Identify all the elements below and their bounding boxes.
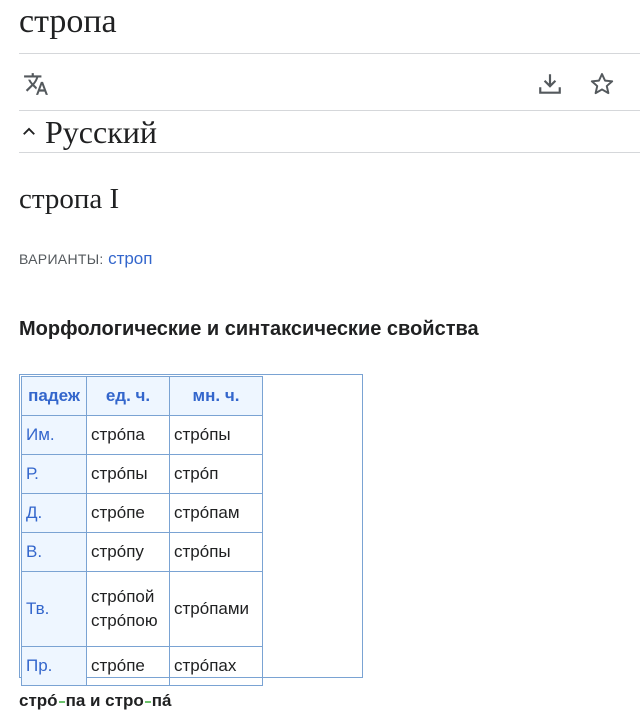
- table-row: [22, 455, 263, 494]
- singular-cell: стрóпы: [87, 455, 170, 494]
- table-row: [22, 416, 263, 455]
- syllable-division: [19, 691, 171, 711]
- divider: [19, 152, 640, 153]
- divider: [19, 53, 640, 54]
- plural-cell: стрóпам: [170, 494, 263, 533]
- column-header: падеж: [22, 377, 87, 416]
- page-title: стропа: [19, 3, 117, 40]
- table-header-row: [22, 377, 263, 416]
- case-cell[interactable]: Тв.: [22, 572, 87, 647]
- syllable-part: пá: [151, 691, 172, 710]
- syllable-part: стрó: [19, 691, 58, 710]
- singular-form-alt: стрóпою: [91, 611, 158, 630]
- column-header: мн. ч.: [170, 377, 263, 416]
- case-cell[interactable]: Р.: [22, 455, 87, 494]
- case-cell[interactable]: Им.: [22, 416, 87, 455]
- star-icon[interactable]: [588, 70, 616, 98]
- singular-cell: стрóпу: [87, 533, 170, 572]
- column-header: ед. ч.: [87, 377, 170, 416]
- hyphen-mark: [59, 701, 65, 703]
- plural-cell: стрóпы: [170, 533, 263, 572]
- plural-cell: стрóпах: [170, 647, 263, 686]
- variants-label: ВАРИАНТЫ:: [19, 251, 104, 267]
- table-row: [22, 647, 263, 686]
- syllable-part: па и стро: [65, 691, 144, 710]
- table-row: [22, 572, 263, 647]
- hyphen-mark: [145, 701, 151, 703]
- morph-heading: Морфологические и синтаксические свойства: [19, 318, 479, 340]
- divider: [19, 110, 640, 111]
- headword: стропа I: [19, 183, 120, 215]
- section-heading-russian[interactable]: [19, 112, 157, 152]
- section-heading-label: Русский: [45, 113, 157, 150]
- case-cell[interactable]: В.: [22, 533, 87, 572]
- singular-cell: стрóпа: [87, 416, 170, 455]
- case-cell[interactable]: Д.: [22, 494, 87, 533]
- variants: [19, 249, 152, 269]
- variants-link[interactable]: строп: [108, 249, 153, 268]
- case-cell[interactable]: Пр.: [22, 647, 87, 686]
- table-row: [22, 533, 263, 572]
- declension-table: [19, 374, 363, 678]
- singular-cell: [87, 572, 170, 647]
- table-row: [22, 494, 263, 533]
- plural-cell: стрóпами: [170, 572, 263, 647]
- plural-cell: стрóп: [170, 455, 263, 494]
- translate-icon[interactable]: [22, 70, 50, 98]
- download-icon[interactable]: [536, 70, 564, 98]
- chevron-up-icon[interactable]: [19, 122, 39, 142]
- singular-cell: стрóпе: [87, 494, 170, 533]
- singular-form: стрóпой: [91, 587, 155, 606]
- plural-cell: стрóпы: [170, 416, 263, 455]
- singular-cell: стрóпе: [87, 647, 170, 686]
